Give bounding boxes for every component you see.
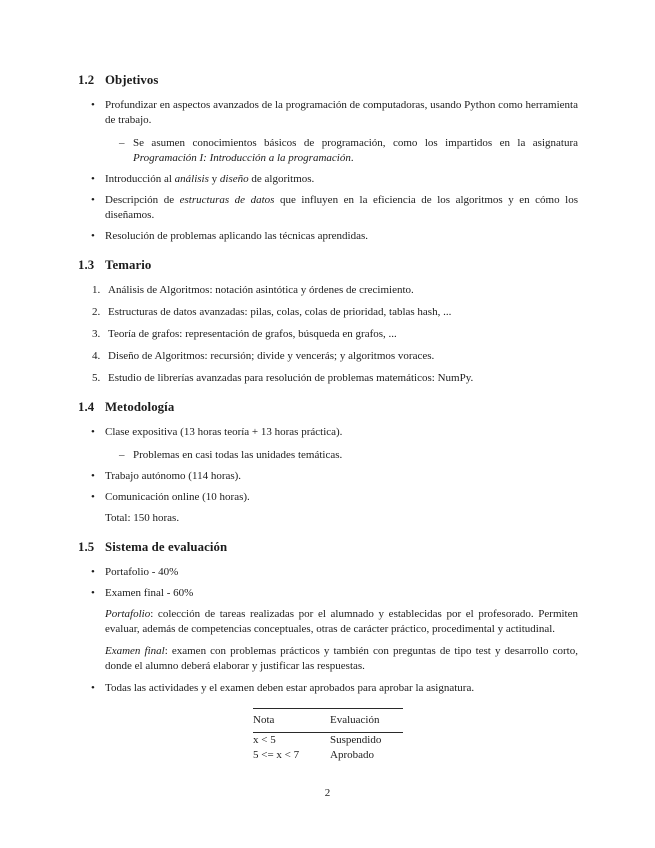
bullet-marker: • [91, 491, 95, 503]
total-hours-line [78, 511, 578, 526]
bullet-item [78, 586, 578, 601]
bullet-item [78, 490, 578, 505]
examen-final-paragraph [78, 644, 578, 674]
bullet-item [78, 425, 578, 440]
bullet-marker: • [91, 194, 95, 206]
section-heading-evaluacion [78, 539, 578, 555]
text-segment: : examen con problemas prácticos y también con preguntas de tipo test y desarrollo corto, donde el alumno deberá elaborar y justificar las respuestas. [105, 645, 578, 672]
grades-table [253, 708, 403, 763]
item-number: 2. [92, 306, 101, 318]
numbered-item [78, 371, 578, 386]
table-header-cell: Evaluación [330, 714, 380, 726]
bullet-item [78, 229, 578, 244]
table-cell: 5 <= x < 7 [253, 749, 300, 761]
bullet-marker: • [91, 470, 95, 482]
section-heading-temario [78, 257, 578, 273]
section-number: 1.3 [78, 258, 95, 272]
section-title: Temario [105, 258, 152, 272]
item-text: Teoría de grafos: representación de grafos, búsqueda en grafos, ... [108, 328, 397, 340]
numbered-item [78, 283, 578, 298]
section-heading-metodologia [78, 399, 578, 415]
bullet-marker: • [91, 173, 95, 185]
bullet-text: Todas las actividades y el examen deben estar aprobados para aprobar la asignatura. [105, 682, 475, 694]
bullet-text: Resolución de problemas aplicando las técnicas aprendidas. [105, 230, 368, 242]
text-segment: Descripción de [105, 194, 180, 206]
bullet-text: Trabajo autónomo (114 horas). [105, 470, 242, 482]
bullet-text: Profundizar en aspectos avanzados de la programación de computadoras, usando Python como herramienta de trabajo. [105, 99, 578, 126]
numbered-item [78, 349, 578, 364]
bullet-marker: • [91, 566, 95, 578]
item-text: Diseño de Algoritmos: recursión; divide y vencerás; y algoritmos voraces. [108, 350, 435, 362]
sub-bullet-item [78, 136, 578, 166]
bullet-marker: • [91, 682, 95, 694]
portafolio-paragraph [78, 607, 578, 637]
bullet-text [105, 194, 578, 221]
dash-marker: – [119, 137, 125, 149]
bullet-marker: • [91, 230, 95, 242]
bullet-text [105, 173, 314, 185]
item-number: 4. [92, 350, 101, 362]
italic-segment: estructuras de datos [179, 194, 275, 206]
numbered-item [78, 305, 578, 320]
item-number: 5. [92, 372, 101, 384]
text-segment: : colección de tareas realizadas por el alumnado y establecidas por el profesorado. Permiten evaluar, además de competencias conceptuales, otras de carácter práctico, procedimental y actitudinal. [105, 608, 578, 635]
sub-bullet-text: Problemas en casi todas las unidades temáticas. [133, 449, 343, 461]
italic-segment: Programación I: Introducción a la programación [133, 152, 351, 164]
bullet-text: Clase expositiva (13 horas teoría + 13 horas práctica). [105, 426, 343, 438]
page-number: 2 [324, 787, 331, 799]
italic-segment: Examen final [105, 645, 165, 657]
total-hours-text: Total: 150 horas. [105, 512, 180, 524]
bullet-text: Comunicación online (10 horas). [105, 491, 250, 503]
bullet-text: Examen final - 60% [105, 587, 194, 599]
italic-segment: diseño [219, 173, 249, 185]
bullet-item [78, 193, 578, 223]
table-row [253, 748, 403, 763]
section-number: 1.4 [78, 400, 95, 414]
table-cell: Aprobado [330, 749, 374, 761]
table-header-cell: Nota [253, 714, 275, 726]
numbered-item [78, 327, 578, 342]
section-heading-objetivos [78, 72, 578, 88]
bullet-marker: • [91, 99, 95, 111]
sub-bullet-item [78, 448, 578, 463]
bullet-item [78, 469, 578, 484]
bullet-item [78, 172, 578, 187]
dash-marker: – [119, 449, 125, 461]
bullet-text: Portafolio - 40% [105, 566, 179, 578]
bullet-item [78, 681, 578, 696]
item-text: Análisis de Algoritmos: notación asintótica y órdenes de crecimiento. [108, 284, 414, 296]
section-number: 1.5 [78, 540, 95, 554]
italic-segment: análisis [174, 173, 209, 185]
section-title: Metodología [105, 400, 175, 414]
item-number: 3. [92, 328, 101, 340]
text-segment: Introducción al [105, 173, 175, 185]
bullet-item [78, 565, 578, 580]
text-segment: . [350, 152, 354, 164]
italic-segment: Portafolio [105, 608, 151, 620]
table-header-row [253, 709, 403, 733]
table-cell: Suspendido [330, 734, 382, 746]
bullet-marker: • [91, 587, 95, 599]
bullet-marker: • [91, 426, 95, 438]
table-row [253, 733, 403, 748]
text-segment: Se asumen conocimientos básicos de programación, como los impartidos en la asignatura [133, 137, 578, 149]
item-text: Estudio de librerías avanzadas para resolución de problemas matemáticos: NumPy. [108, 372, 474, 384]
bullet-item [78, 98, 578, 128]
table-cell: x < 5 [253, 734, 276, 746]
document-content [78, 72, 578, 763]
text-segment: de algoritmos. [248, 173, 315, 185]
item-number: 1. [92, 284, 101, 296]
item-text: Estructuras de datos avanzadas: pilas, colas, colas de prioridad, tablas hash, ... [108, 306, 452, 318]
sub-bullet-text [133, 137, 578, 164]
section-title: Sistema de evaluación [105, 540, 228, 554]
section-title: Objetivos [105, 73, 159, 87]
section-number: 1.2 [78, 73, 95, 87]
text-segment: y [208, 173, 220, 185]
text-segment: que influyen en la eficiencia de los algoritmos y en cómo los diseñamos. [105, 194, 578, 221]
